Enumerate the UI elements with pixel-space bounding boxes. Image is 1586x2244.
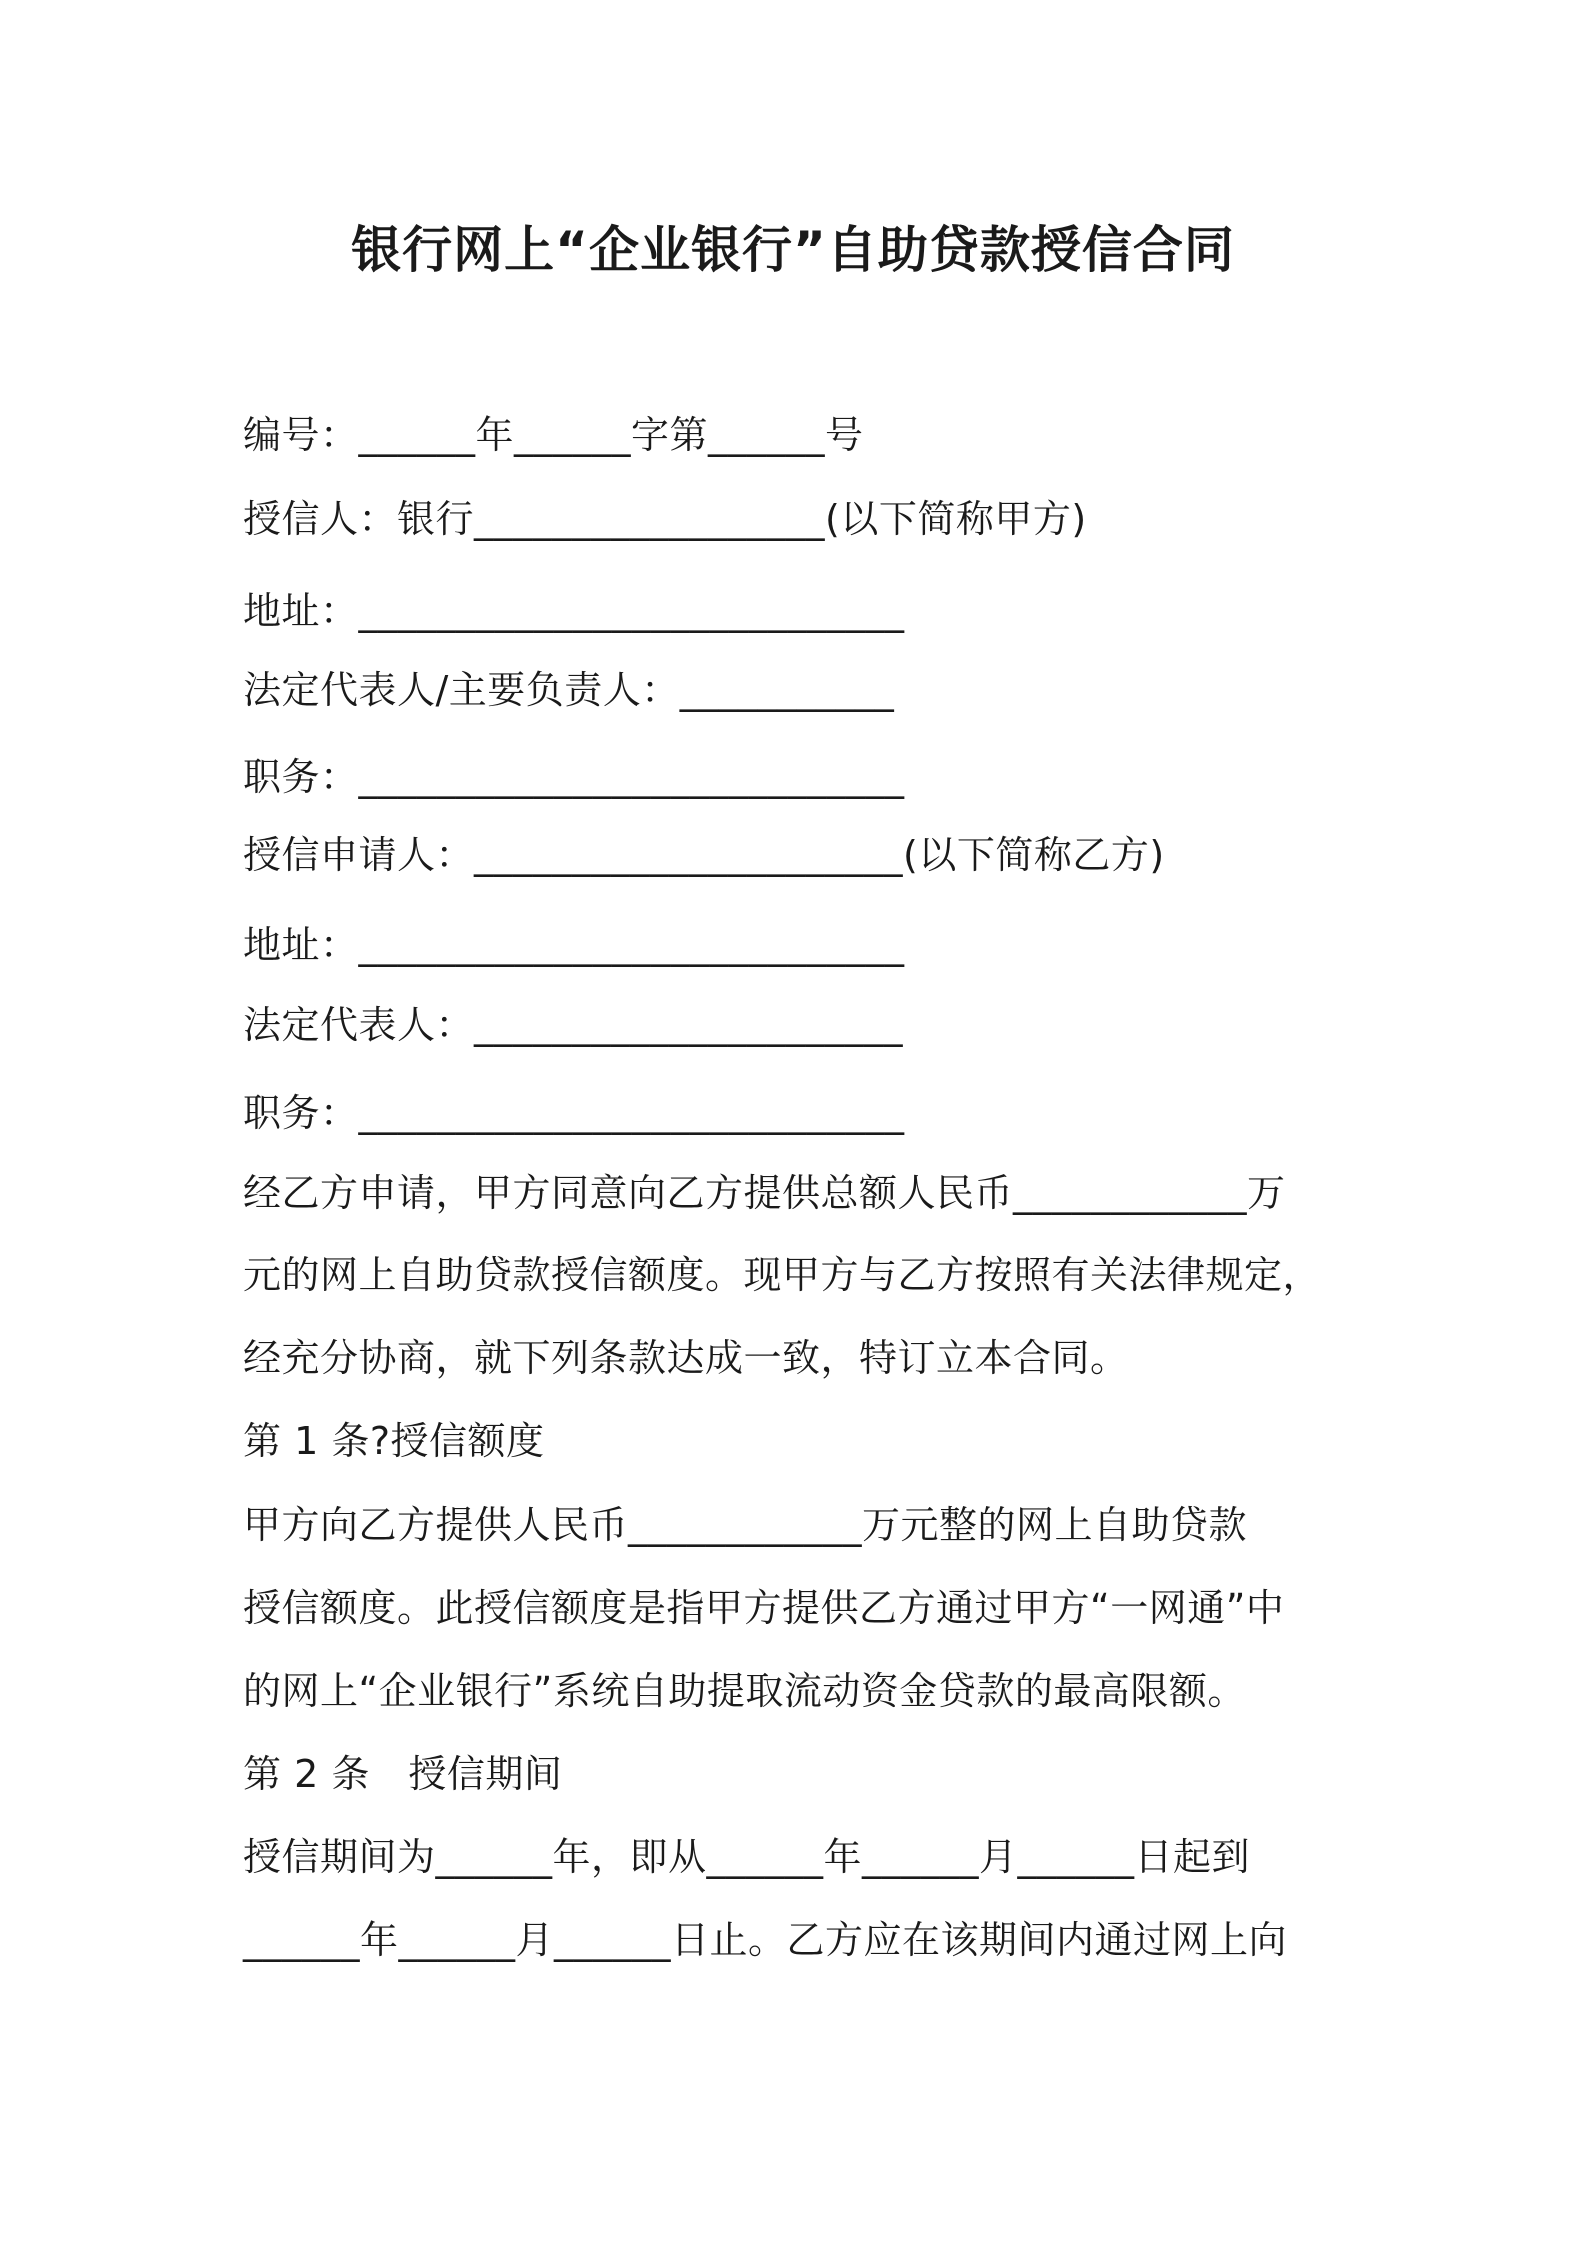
contract-number-line: 编号：______年______字第______号 xyxy=(243,413,864,457)
article-1-heading: 第 1 条?授信额度 xyxy=(243,1419,545,1463)
document-title: 银行网上“企业银行”自助贷款授信合同 xyxy=(351,221,1235,279)
preamble-line-1: 经乙方申请，甲方同意向乙方提供总额人民币____________万 xyxy=(243,1171,1286,1215)
article-1-line-2: 授信额度。此授信额度是指甲方提供乙方通过甲方“一网通”中 xyxy=(243,1586,1285,1630)
applicant-address-line: 地址：____________________________ xyxy=(243,923,905,967)
grantor-line: 授信人：银行__________________(以下简称甲方) xyxy=(243,497,1087,541)
grantor-position-line: 职务：____________________________ xyxy=(243,755,905,799)
preamble-line-2: 元的网上自助贷款授信额度。现甲方与乙方按照有关法律规定， xyxy=(243,1253,1322,1297)
applicant-position-line: 职务：____________________________ xyxy=(243,1091,905,1135)
article-2-line-1: 授信期间为______年，即从______年______月______日起到 xyxy=(243,1835,1251,1879)
preamble-line-3: 经充分协商，就下列条款达成一致，特订立本合同。 xyxy=(243,1336,1129,1380)
applicant-representative-line: 法定代表人：______________________ xyxy=(243,1003,904,1047)
article-1-line-1: 甲方向乙方提供人民币____________万元整的网上自助贷款 xyxy=(243,1503,1248,1547)
article-2-line-2: ______年______月______日止。乙方应在该期间内通过网上向 xyxy=(243,1918,1288,1962)
applicant-line: 授信申请人：______________________(以下简称乙方) xyxy=(243,833,1165,877)
grantor-address-line: 地址：____________________________ xyxy=(243,589,905,633)
article-2-heading: 第 2 条 授信期间 xyxy=(243,1752,563,1796)
article-1-line-3: 的网上“企业银行”系统自助提取流动资金贷款的最高限额。 xyxy=(243,1669,1246,1713)
grantor-representative-line: 法定代表人/主要负责人：___________ xyxy=(243,668,895,712)
